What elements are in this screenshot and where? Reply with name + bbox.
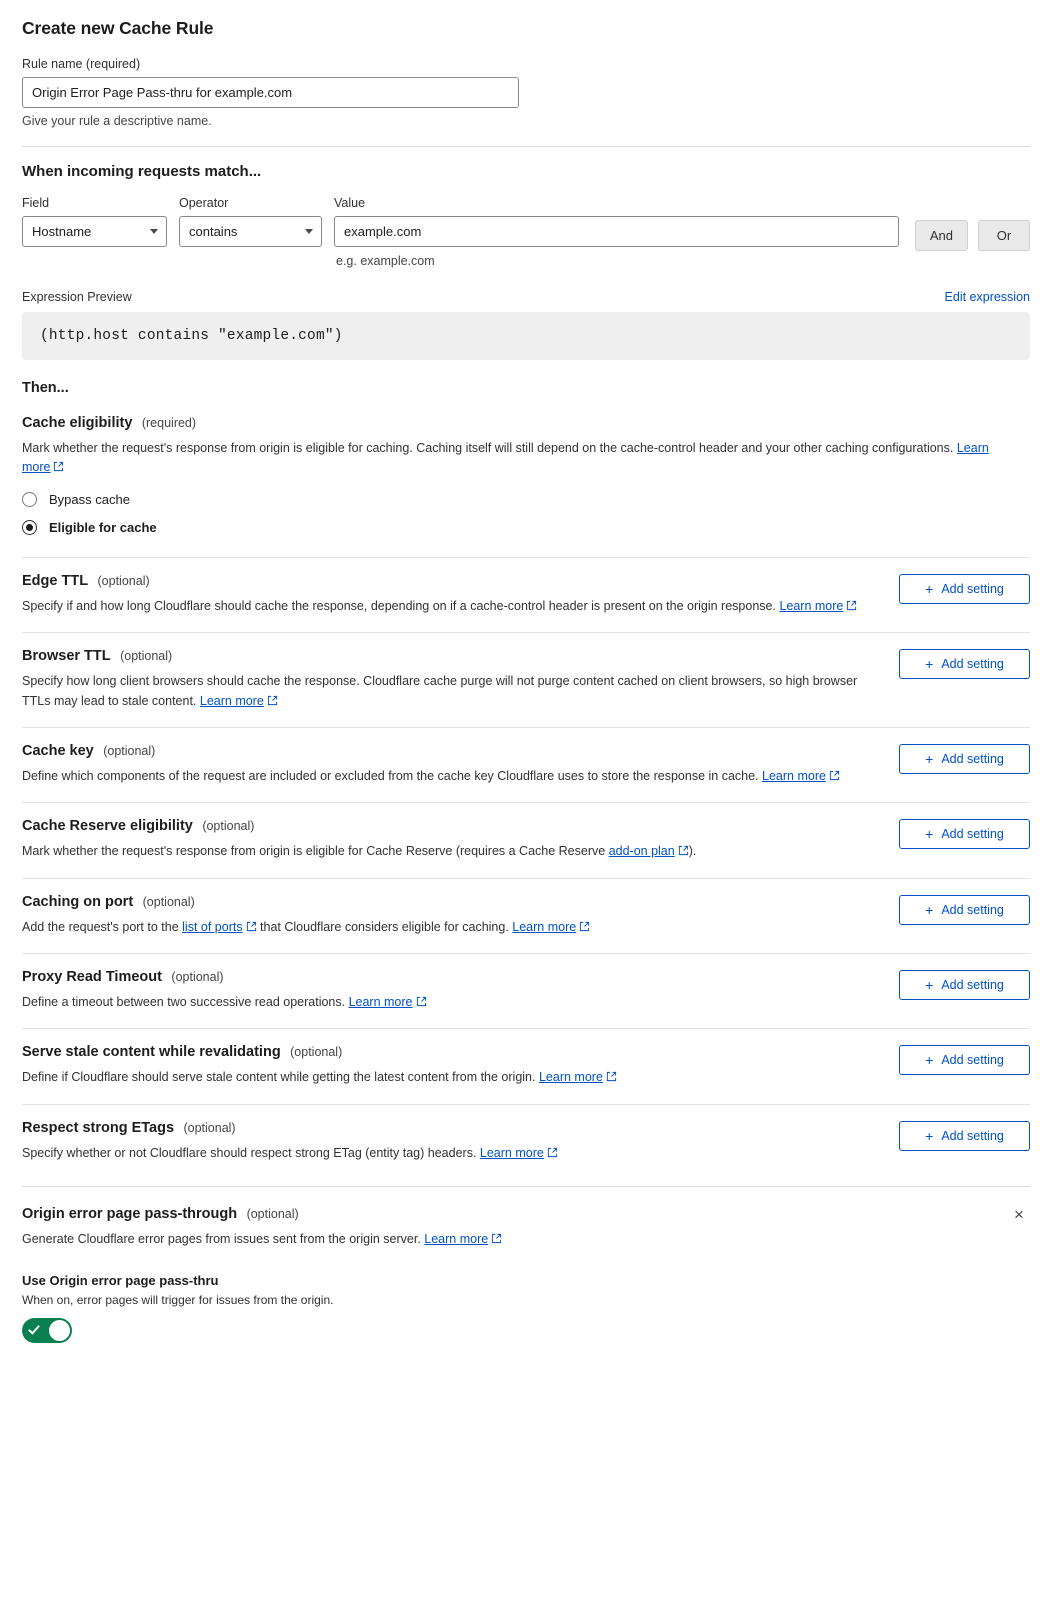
cache-eligibility-title-row	[22, 414, 1030, 432]
then-heading: Then...	[22, 380, 69, 396]
setting-description-after: ).	[688, 844, 697, 859]
cache-eligibility-section	[22, 414, 1030, 535]
setting-serve-stale-content	[22, 1043, 1030, 1088]
setting-title: Respect strong ETags	[22, 1119, 175, 1136]
origin-error-toggle-title: Use Origin error page pass-thru	[22, 1272, 219, 1288]
divider	[22, 632, 1030, 633]
learn-more-link[interactable]: Learn more	[779, 598, 844, 613]
rule-name-group	[22, 57, 1030, 128]
cache-eligibility-title: Cache eligibility	[22, 415, 133, 431]
external-link-icon	[547, 1145, 558, 1164]
add-setting-button[interactable]	[899, 970, 1030, 1000]
plus-icon: +	[925, 750, 934, 767]
setting-tag: (optional)	[142, 894, 195, 909]
setting-description	[22, 597, 879, 617]
setting-description-text: Define which components of the request are included or excluded from the cache key Cloudflare uses to store the response in cache.	[22, 768, 763, 783]
add-setting-label: Add setting	[941, 751, 1004, 766]
setting-tag: (optional)	[171, 970, 224, 984]
setting-description	[22, 993, 879, 1013]
setting-description	[22, 1068, 879, 1088]
check-icon	[28, 1322, 40, 1334]
origin-error-description	[22, 1230, 1012, 1250]
setting-title: Proxy Read Timeout	[22, 969, 162, 985]
setting-edge-ttl	[22, 572, 1030, 617]
add-setting-button[interactable]	[899, 819, 1030, 849]
learn-more-link[interactable]: Learn more	[348, 995, 413, 1009]
add-setting-button[interactable]	[899, 895, 1030, 925]
close-icon[interactable]: ×	[1014, 1205, 1024, 1225]
setting-description	[22, 842, 879, 862]
learn-more-link[interactable]: Learn more	[22, 441, 989, 475]
and-button[interactable]: And	[915, 220, 968, 251]
setting-cache-reserve-eligibility	[22, 817, 1030, 862]
divider	[22, 953, 1030, 954]
radio-bypass-cache-label: Bypass cache	[49, 491, 130, 507]
divider	[22, 557, 1030, 558]
setting-proxy-read-timeout	[22, 968, 1030, 1013]
match-row	[22, 196, 1030, 268]
logic-buttons	[915, 220, 1030, 251]
divider	[22, 727, 1030, 728]
field-select-value: Hostname	[22, 216, 167, 247]
value-hint: e.g. example.com	[336, 254, 435, 268]
setting-description-text: Specify if and how long Cloudflare should cache the response, depending on if a cache-control header is present on the origin response.	[22, 598, 780, 613]
field-select[interactable]	[22, 216, 167, 247]
expression-label: Expression Preview	[22, 290, 132, 304]
external-link-icon	[246, 919, 257, 938]
add-setting-label: Add setting	[941, 827, 1004, 842]
setting-tag: (optional)	[97, 573, 150, 588]
external-link-icon	[846, 598, 857, 617]
radio-selected-icon	[22, 520, 37, 535]
setting-description-text: Add the request's port to the	[22, 919, 183, 934]
value-column	[334, 196, 899, 268]
cache-eligibility-tag: (required)	[141, 416, 197, 430]
setting-tag: (optional)	[103, 743, 156, 758]
edit-expression-link[interactable]: Edit expression	[944, 290, 1030, 304]
setting-tag: (optional)	[120, 649, 173, 664]
or-button[interactable]: Or	[978, 220, 1030, 251]
plus-icon: +	[925, 1127, 934, 1144]
match-heading: When incoming requests match...	[22, 163, 262, 180]
learn-more-link[interactable]: Learn more	[512, 919, 577, 934]
chevron-down-icon	[150, 229, 158, 234]
setting-caching-on-port	[22, 893, 1030, 938]
divider	[22, 146, 1030, 147]
setting-browser-ttl	[22, 647, 1030, 712]
setting-title: Cache Reserve eligibility	[22, 818, 193, 835]
expression-preview: (http.host contains "example.com")	[22, 312, 1030, 360]
cache-eligibility-description	[22, 439, 1012, 479]
setting-description	[22, 918, 879, 938]
setting-respect-strong-etags	[22, 1119, 1030, 1164]
external-link-icon	[491, 1231, 502, 1250]
plus-icon: +	[925, 656, 934, 673]
field-label: Field	[22, 196, 50, 210]
rule-name-input[interactable]	[22, 77, 519, 108]
setting-description	[22, 1144, 879, 1164]
rule-name-label: Rule name (required)	[22, 57, 141, 71]
setting-cache-key	[22, 742, 1030, 787]
radio-eligible-for-cache[interactable]	[22, 520, 1030, 535]
learn-more-link[interactable]: Learn more	[762, 768, 826, 783]
external-link-icon	[606, 1069, 617, 1088]
add-setting-label: Add setting	[941, 1128, 1004, 1143]
divider	[22, 1104, 1030, 1105]
plus-icon: +	[925, 1052, 934, 1069]
field-column	[22, 196, 167, 247]
divider	[22, 1028, 1030, 1029]
setting-description-mid: that Cloudflare considers eligible for caching.	[256, 919, 513, 934]
add-setting-button[interactable]	[899, 1045, 1030, 1075]
setting-description-text: Specify how long client browsers should cache the response. Cloudflare cache purge will not purge content cached on client browsers, so high browser TTLs may lead to stale content.	[22, 674, 858, 708]
origin-error-title: Origin error page pass-through	[22, 1206, 238, 1223]
add-setting-button[interactable]	[899, 744, 1030, 774]
radio-bypass-cache[interactable]	[22, 492, 1030, 507]
setting-tag: (optional)	[290, 1045, 343, 1060]
setting-title: Caching on port	[22, 893, 134, 910]
plus-icon: +	[925, 826, 934, 843]
add-setting-label: Add setting	[941, 657, 1004, 672]
setting-description-text: Mark whether the request's response from origin is eligible for Cache Reserve (requires a Cache Reserve	[22, 844, 609, 859]
value-input[interactable]	[334, 216, 899, 247]
add-setting-label: Add setting	[941, 1053, 1004, 1068]
add-setting-button[interactable]	[899, 574, 1030, 604]
add-setting-button[interactable]	[899, 649, 1030, 679]
external-link-icon	[53, 459, 64, 478]
operator-select[interactable]	[179, 216, 322, 247]
addon-plan-link[interactable]: add-on plan	[608, 844, 675, 859]
setting-description-text: Define if Cloudflare should serve stale content while getting the latest content from the origin.	[22, 1070, 539, 1085]
value-label: Value	[334, 196, 366, 210]
divider	[22, 878, 1030, 879]
origin-error-toggle-sub: When on, error pages will trigger for issues from the origin.	[22, 1292, 334, 1307]
chevron-down-icon	[305, 229, 313, 234]
list-of-ports-link[interactable]: list of ports	[182, 919, 243, 934]
setting-title: Cache key	[22, 742, 94, 759]
plus-icon: +	[925, 977, 934, 993]
learn-more-link[interactable]: Learn more	[479, 1145, 544, 1160]
external-link-icon	[829, 768, 840, 787]
setting-tag: (optional)	[202, 819, 255, 834]
learn-more-link[interactable]: Learn more	[538, 1070, 603, 1085]
setting-title: Browser TTL	[22, 648, 111, 665]
plus-icon: +	[925, 580, 934, 597]
radio-icon	[22, 492, 37, 507]
setting-tag: (optional)	[183, 1120, 236, 1135]
operator-column	[179, 196, 322, 247]
expression-header	[22, 290, 1030, 304]
toggle-knob	[49, 1320, 70, 1341]
add-setting-label: Add setting	[941, 902, 1004, 917]
setting-description	[22, 767, 879, 787]
cache-eligibility-description-text: Mark whether the request's response from origin is eligible for caching. Caching itself will still depend on the cache-control header and your other caching configurations.	[22, 441, 957, 455]
origin-error-description-text: Generate Cloudflare error pages from issues sent from the origin server.	[22, 1232, 425, 1247]
page-title: Create new Cache Rule	[22, 18, 214, 38]
setting-description	[22, 672, 879, 712]
setting-title: Serve stale content while revalidating	[22, 1044, 281, 1061]
add-setting-label: Add setting	[941, 581, 1004, 596]
operator-label: Operator	[179, 196, 229, 210]
add-setting-label: Add setting	[941, 978, 1004, 992]
rule-name-helper: Give your rule a descriptive name.	[22, 114, 212, 128]
setting-description-text: Specify whether or not Cloudflare should respect strong ETag (entity tag) headers.	[22, 1145, 480, 1160]
external-link-icon	[267, 693, 278, 712]
setting-origin-error-page-pass-through	[22, 1205, 1030, 1342]
divider	[22, 1186, 1030, 1187]
external-link-icon	[579, 919, 590, 938]
add-setting-button[interactable]	[899, 1121, 1030, 1151]
plus-icon: +	[925, 901, 934, 918]
divider	[22, 802, 1030, 803]
external-link-icon	[678, 843, 689, 862]
learn-more-link[interactable]: Learn more	[424, 1232, 489, 1247]
setting-description-text: Define a timeout between two successive read operations.	[22, 995, 349, 1009]
origin-error-toggle[interactable]	[22, 1318, 72, 1343]
learn-more-link[interactable]: Learn more	[199, 693, 264, 708]
setting-title: Edge TTL	[22, 572, 89, 589]
external-link-icon	[416, 994, 427, 1013]
radio-eligible-for-cache-label: Eligible for cache	[49, 519, 157, 535]
origin-error-tag: (optional)	[246, 1207, 299, 1222]
operator-select-value: contains	[179, 216, 322, 247]
